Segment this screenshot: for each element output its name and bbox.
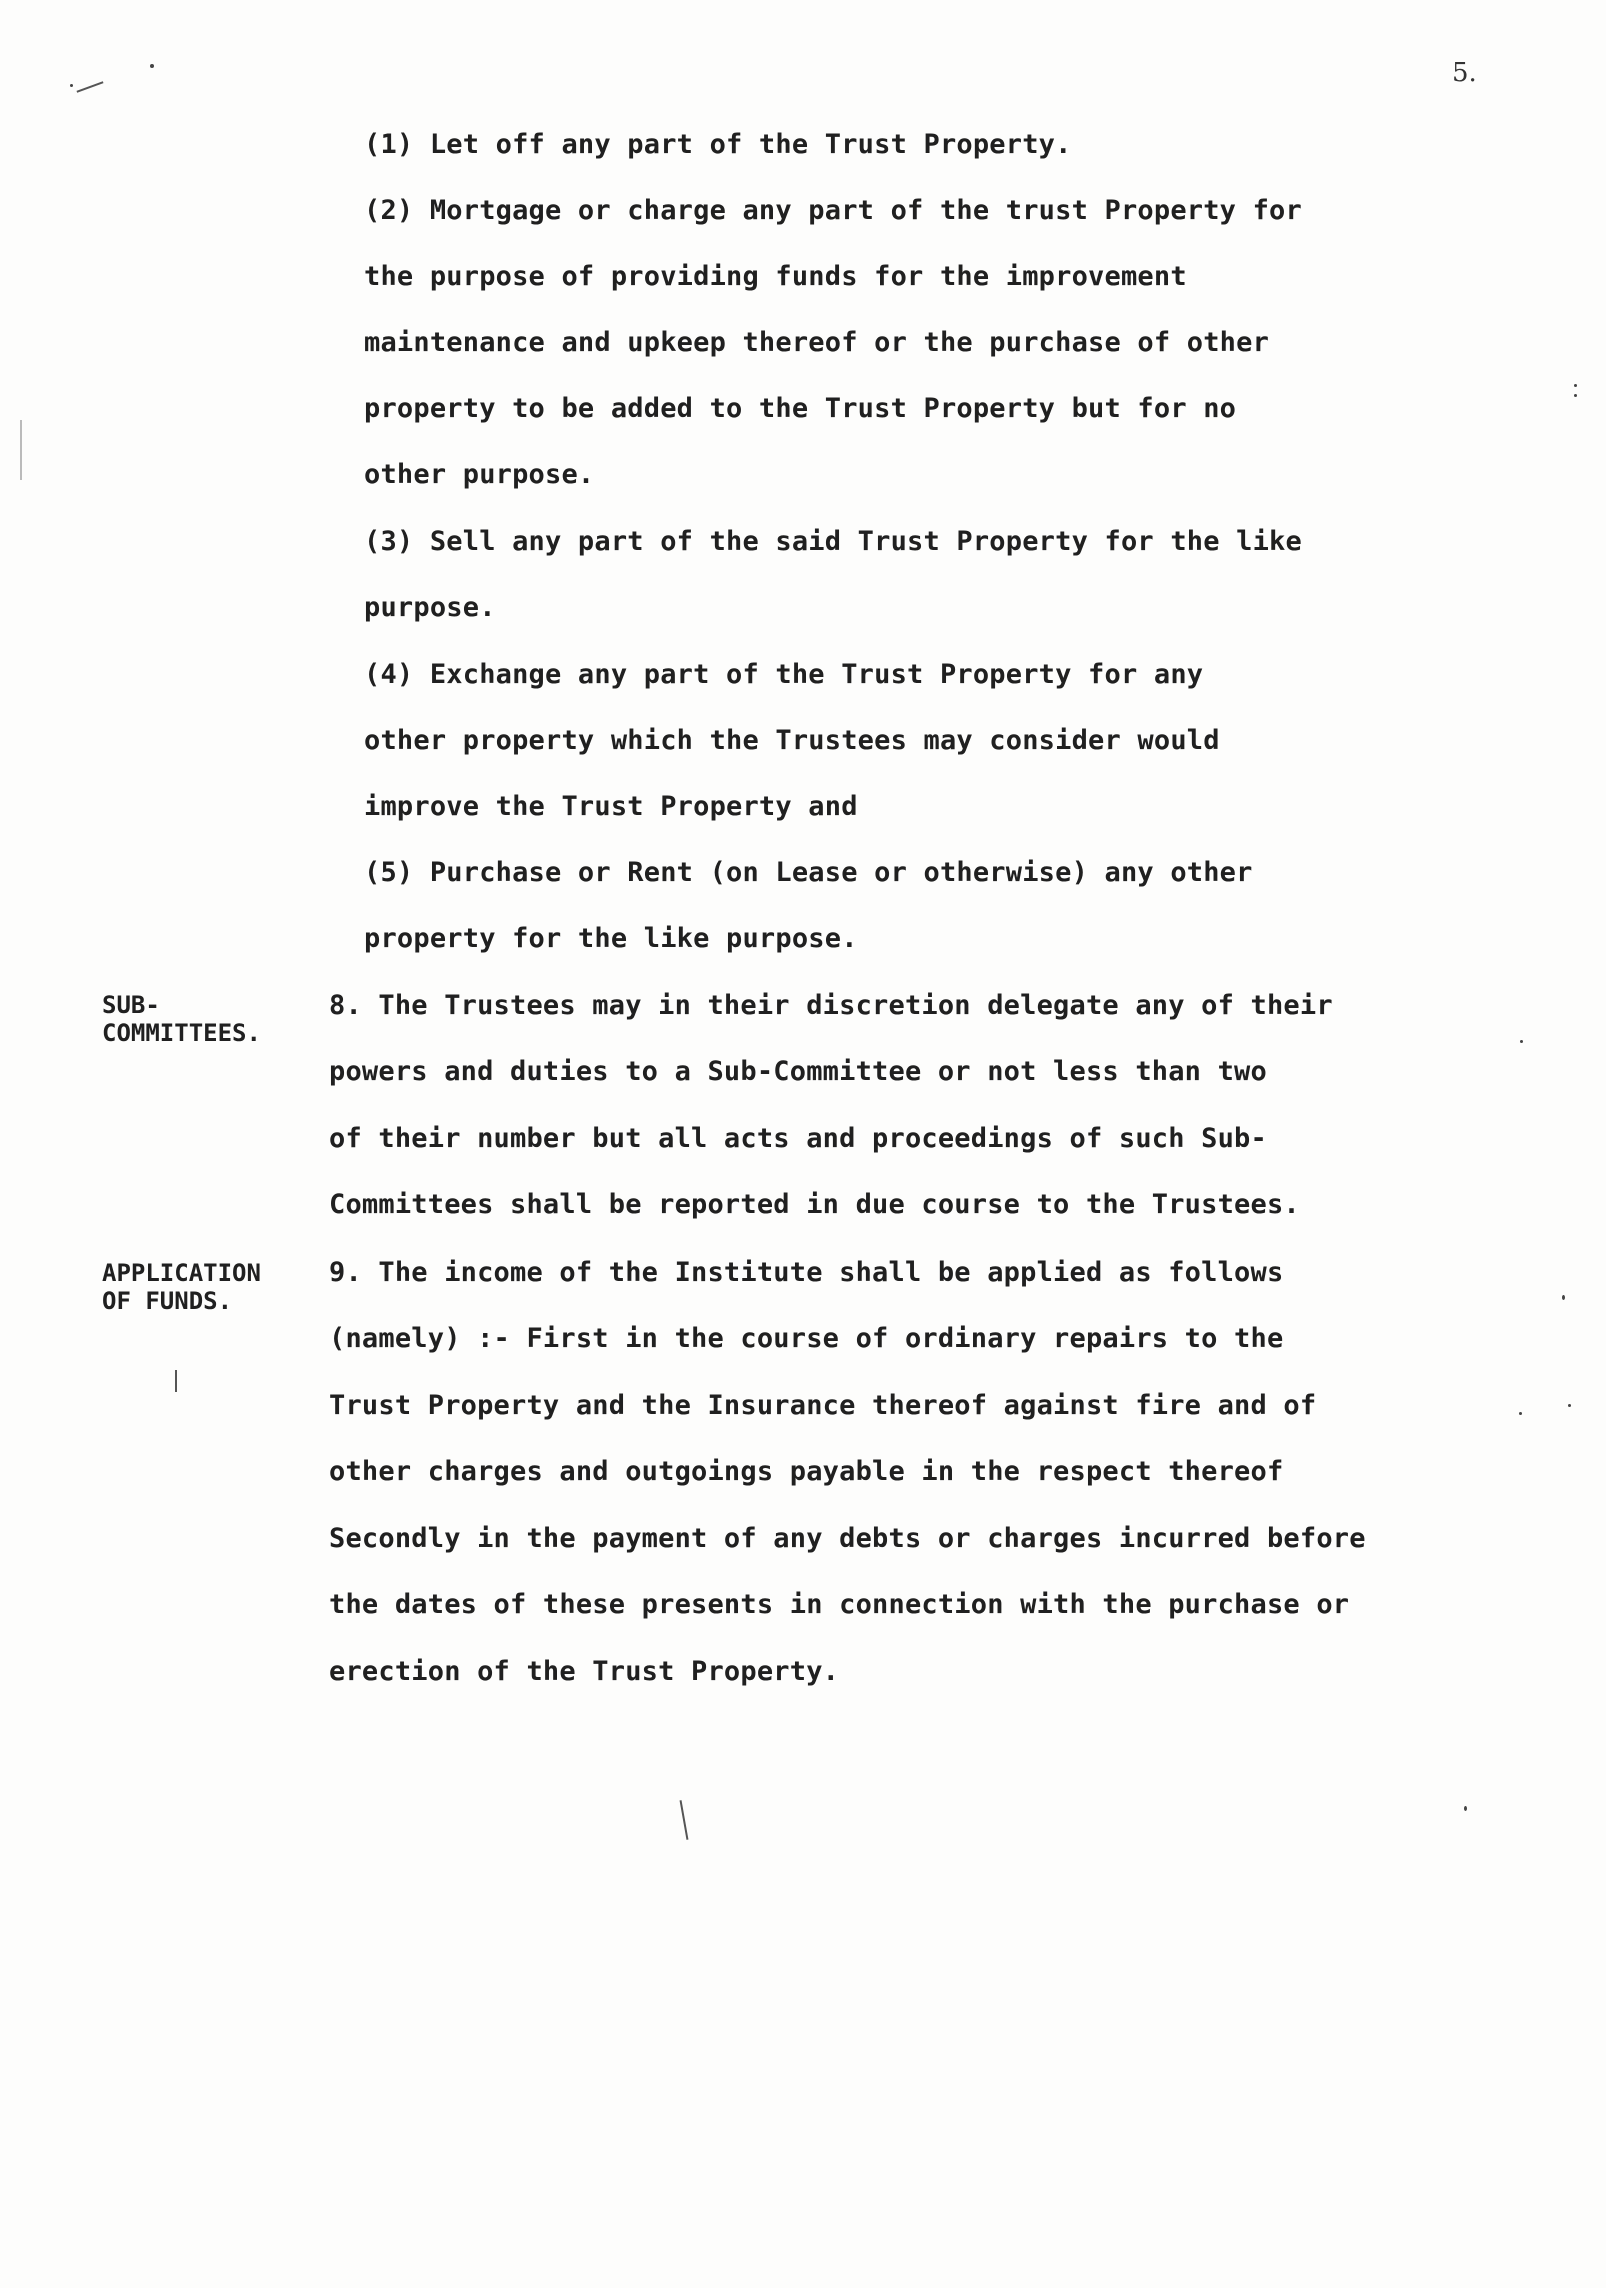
clause9-line-6: the dates of these presents in connection with the purchase or bbox=[329, 1589, 1350, 1620]
scan-speck bbox=[70, 84, 73, 87]
scan-speck bbox=[1520, 1040, 1523, 1043]
scan-speck bbox=[1568, 1404, 1571, 1407]
clause9-line-4: other charges and outgoings payable in the respect thereof bbox=[329, 1456, 1284, 1487]
scan-speck bbox=[1574, 394, 1577, 397]
scan-speck bbox=[1464, 1806, 1467, 1811]
clause8-line-2: powers and duties to a Sub-Committee or not less than two bbox=[329, 1056, 1267, 1087]
item2-line-3: maintenance and upkeep thereof or the purchase of other bbox=[364, 327, 1270, 358]
clause9-line-7: erection of the Trust Property. bbox=[329, 1656, 840, 1687]
item5-line-1: (5) Purchase or Rent (on Lease or otherwise) any other bbox=[364, 857, 1253, 888]
scan-mark bbox=[680, 1800, 689, 1840]
margin-heading-application-2: OF FUNDS. bbox=[102, 1287, 233, 1315]
item2-line-1: (2) Mortgage or charge any part of the trust Property for bbox=[364, 195, 1302, 226]
clause9-line-3: Trust Property and the Insurance thereof against fire and of bbox=[329, 1390, 1317, 1421]
scan-speck bbox=[1519, 1412, 1522, 1415]
clause8-line-1: 8. The Trustees may in their discretion delegate any of their bbox=[329, 990, 1333, 1021]
item4-line-3: improve the Trust Property and bbox=[364, 791, 858, 822]
item2-line-5: other purpose. bbox=[364, 459, 595, 490]
scan-mark bbox=[77, 81, 104, 92]
scan-mark bbox=[175, 1370, 177, 1392]
margin-heading-subcommittees-1: SUB- bbox=[102, 991, 160, 1019]
margin-heading-subcommittees-2: COMMITTEES. bbox=[102, 1019, 261, 1047]
scan-speck bbox=[1562, 1295, 1565, 1300]
scan-speck bbox=[150, 64, 154, 68]
item4-line-1: (4) Exchange any part of the Trust Property for any bbox=[364, 659, 1204, 690]
clause9-line-5: Secondly in the payment of any debts or charges incurred before bbox=[329, 1523, 1366, 1554]
clause8-line-3: of their number but all acts and proceedings of such Sub- bbox=[329, 1123, 1267, 1154]
item2-line-4: property to be added to the Trust Property but for no bbox=[364, 393, 1237, 424]
scan-mark bbox=[20, 420, 22, 480]
clause8-line-4: Committees shall be reported in due course to the Trustees. bbox=[329, 1189, 1300, 1220]
page-number: 5. bbox=[1452, 58, 1477, 88]
item3-line-2: purpose. bbox=[364, 592, 496, 623]
scan-speck bbox=[1574, 384, 1577, 387]
item1-line-1: (1) Let off any part of the Trust Property. bbox=[364, 129, 1072, 160]
item2-line-2: the purpose of providing funds for the improvement bbox=[364, 261, 1187, 292]
clause9-line-1: 9. The income of the Institute shall be applied as follows bbox=[329, 1257, 1284, 1288]
margin-heading-application-1: APPLICATION bbox=[102, 1259, 261, 1287]
clause9-line-2: (namely) :- First in the course of ordinary repairs to the bbox=[329, 1323, 1284, 1354]
item4-line-2: other property which the Trustees may consider would bbox=[364, 725, 1220, 756]
item3-line-1: (3) Sell any part of the said Trust Property for the like bbox=[364, 526, 1302, 557]
item5-line-2: property for the like purpose. bbox=[364, 923, 858, 954]
